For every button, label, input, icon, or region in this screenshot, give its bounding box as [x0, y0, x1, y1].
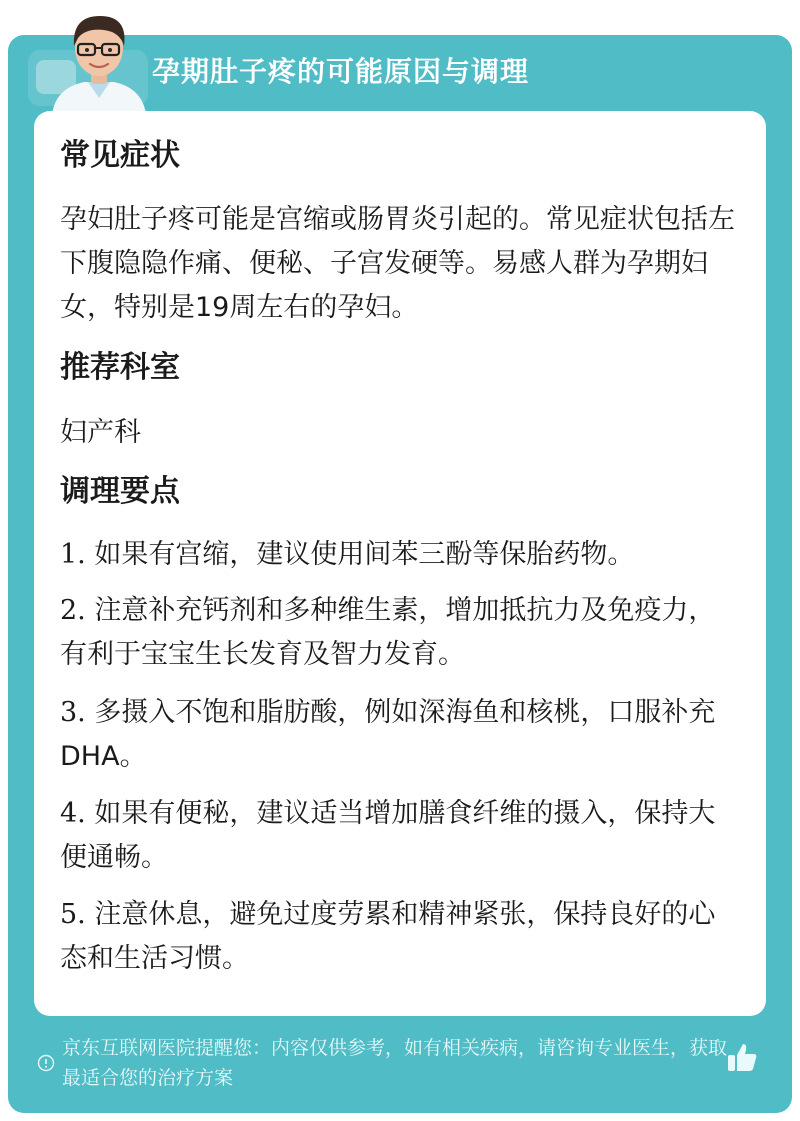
section-symptoms [60, 136, 740, 176]
section-body: 妇产科 [60, 417, 141, 448]
list-item-number: 1. [60, 539, 86, 570]
list-item-text: 注意补充钙剂和多种维生素，增加抵抗力及免疫力，有利于宝宝生长发育及智力发育。 [60, 595, 716, 670]
list-item [60, 533, 740, 577]
section-body: 孕妇肚子疼可能是宫缩或肠胃炎引起的。常见症状包括左下腹隐隐作痛、便秘、子宫发硬等。易感人群为孕期妇女，特别是19周左右的孕妇。 [60, 204, 735, 323]
info-icon [37, 1054, 55, 1072]
list-item-text: 如果有宫缩，建议使用间苯三酚等保胎药物。 [94, 539, 635, 570]
list-item-number: 4. [60, 798, 86, 829]
list-item-number: 2. [60, 595, 86, 626]
section-department-body [60, 411, 740, 455]
section-care [60, 472, 740, 512]
disclaimer-text: 京东互联网医院提醒您：内容仅供参考，如有相关疾病，请咨询专业医生，获取最适合您的治疗方案 [62, 1037, 728, 1089]
list-item [60, 589, 740, 677]
doctor-avatar-icon [44, 6, 154, 114]
list-item-number: 3. [60, 697, 86, 728]
section-department [60, 348, 740, 388]
page-title: 孕期肚子疼的可能原因与调理 [152, 55, 530, 88]
thumbs-up-icon[interactable] [724, 1040, 760, 1076]
list-item-text: 如果有便秘，建议适当增加膳食纤维的摄入，保持大便通畅。 [60, 798, 716, 873]
list-item [60, 792, 740, 880]
section-heading: 调理要点 [60, 474, 180, 509]
list-item-text: 注意休息，避免过度劳累和精神紧张，保持良好的心态和生活习惯。 [60, 899, 716, 974]
list-item [60, 893, 740, 981]
list-item-text: 多摄入不饱和脂肪酸，例如深海鱼和核桃，口服补充DHA。 [60, 697, 716, 772]
section-symptoms-body [60, 198, 740, 330]
section-heading: 推荐科室 [60, 350, 180, 385]
list-item-number: 5. [60, 899, 86, 930]
list-item [60, 691, 740, 779]
section-heading: 常见症状 [60, 138, 180, 173]
